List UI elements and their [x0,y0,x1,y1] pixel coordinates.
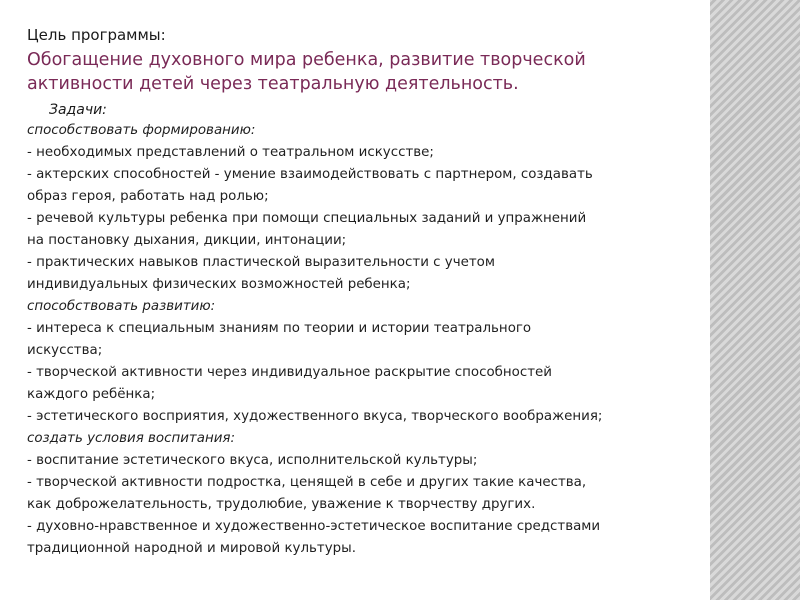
goal-heading: Цель программы: [27,26,166,44]
slide-text-block [27,25,707,560]
task-line: на постановку дыхания, дикции, интонации; [27,233,347,248]
task-line: образ героя, работать над ролью; [27,189,269,204]
task-section-heading: способствовать развитию: [27,299,216,314]
task-line: - необходимых представлений о театральном искусстве; [27,145,434,160]
task-line: - эстетического восприятия, художественного вкуса, творческого воображения; [27,409,603,424]
task-line: - актерских способностей - умение взаимодействовать с партнером, создавать [27,167,593,182]
task-line: - интереса к специальным знаниям по теории и истории театрального [27,321,532,336]
task-line: как доброжелательность, трудолюбие, уважение к творчеству других. [27,497,536,512]
goal-text-line: активности детей через театральную деятельность. [27,74,519,94]
task-line: - творческой активности подростка, ценящей в себе и других такие качества, [27,475,587,490]
goal-text [27,48,707,96]
decorative-stripe-band [710,0,800,600]
task-line: традиционной народной и мировой культуры. [27,541,356,556]
task-section-heading: способствовать формированию: [27,123,256,138]
task-line: каждого ребёнка; [27,387,156,402]
task-line: - речевой культуры ребенка при помощи специальных заданий и упражнений [27,211,587,226]
tasks-heading: Задачи: [49,102,107,118]
task-line: искусства; [27,343,103,358]
task-section-heading: создать условия воспитания: [27,431,235,446]
task-list [27,120,707,560]
task-line: - духовно-нравственное и художественно-эстетическое воспитание средствами [27,519,601,534]
goal-text-line: Обогащение духовного мира ребенка, развитие творческой [27,50,586,70]
task-line: - творческой активности через индивидуальное раскрытие способностей [27,365,552,380]
task-line: индивидуальных физических возможностей ребенка; [27,277,411,292]
task-line: - практических навыков пластической выразительности с учетом [27,255,495,270]
task-line: - воспитание эстетического вкуса, исполнительской культуры; [27,453,478,468]
